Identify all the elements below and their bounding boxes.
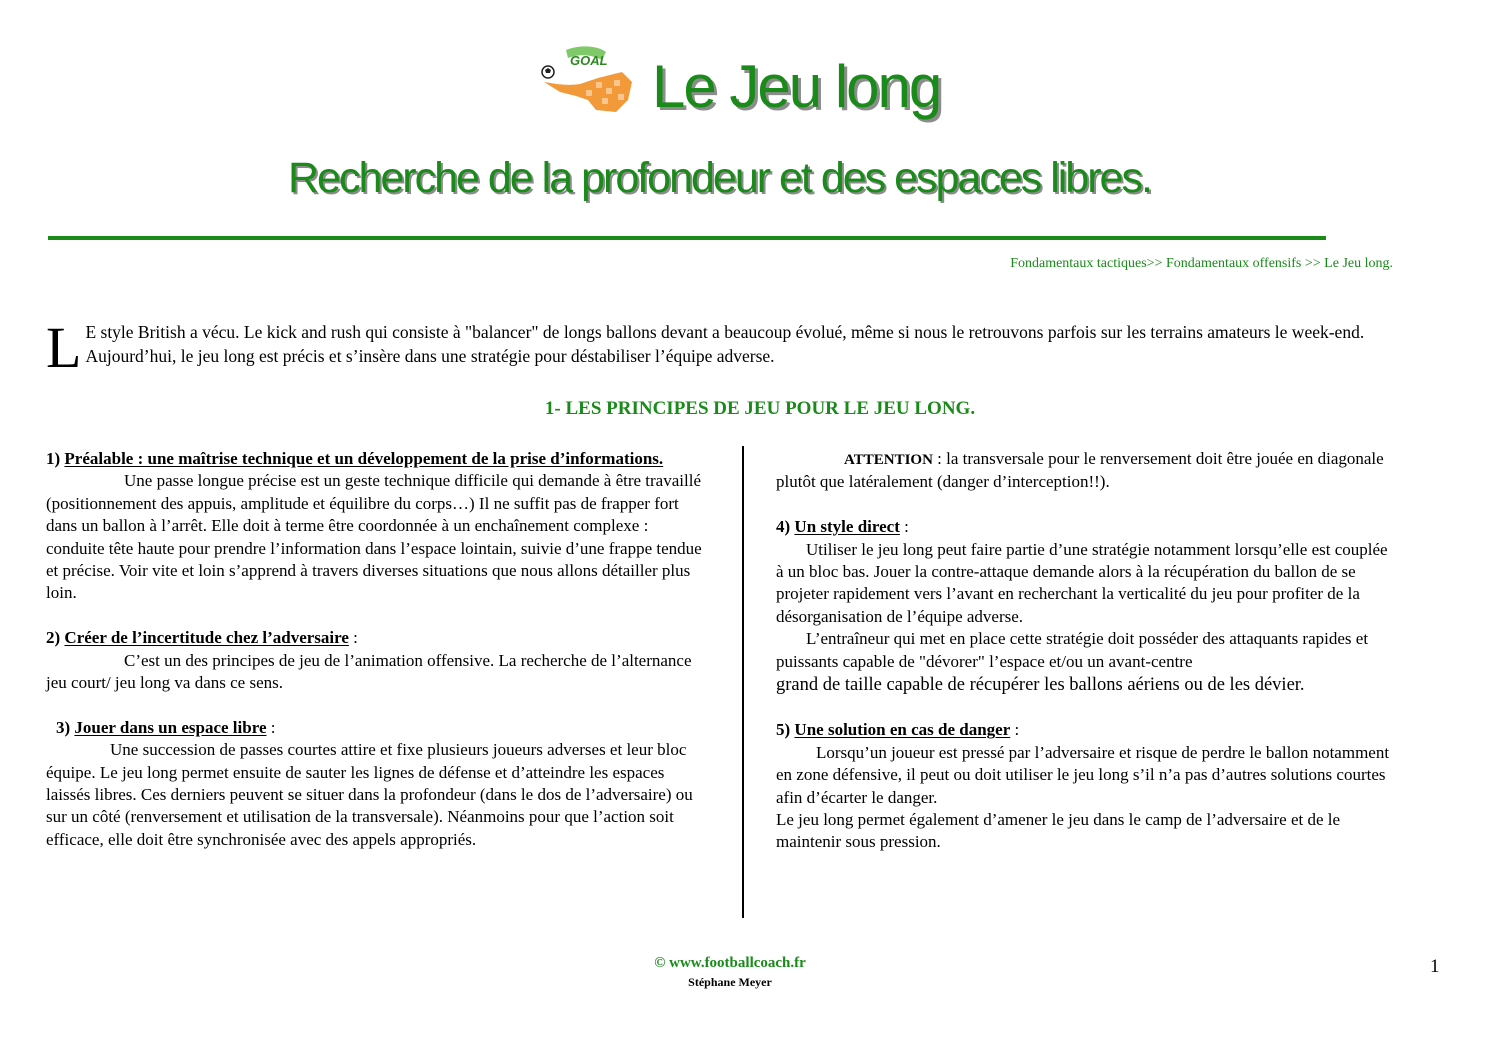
- dropcap-letter: L: [46, 315, 82, 380]
- principle-2-body: C’est un des principes de jeu de l’animation offensive. La recherche de l’alternance jeu court/ jeu long va dans ce sens.: [46, 650, 692, 693]
- principle-1-number: 1): [46, 449, 61, 468]
- principle-3-body: Une succession de passes courtes attire et fixe plusieurs joueurs adverses et leur bloc équipe. Le jeu long permet ensuite de sauter les lignes de défense et d’atteindre les espaces laissés libres. Ces derniers peuvent se situer dans la profondeur (dans le dos de l’adversaire) ou sur un côté (renversement et utilisation de la transversale). Néanmoins pour que l’action soit efficace, elle doit être synchronisée avec des appels appropriés.: [46, 740, 693, 849]
- right-column: [776, 448, 1396, 876]
- principle-4-colon: :: [899, 517, 909, 537]
- footer-website-link[interactable]: © www.footballcoach.fr: [654, 955, 806, 971]
- page-title: Le Jeu long: [652, 53, 941, 120]
- principle-5-colon: :: [1010, 720, 1020, 740]
- logo-text: GOAL: [570, 53, 608, 68]
- principle-3-colon: :: [266, 717, 276, 737]
- principle-4-number: 4): [776, 517, 791, 537]
- principle-3-heading: [46, 717, 706, 739]
- section-heading: 1- LES PRINCIPES DE JEU POUR LE JEU LONG.: [544, 398, 976, 419]
- column-divider: [742, 446, 744, 918]
- principle-5-number: 5): [776, 720, 791, 740]
- principle-2: [46, 627, 706, 694]
- left-column: [46, 448, 706, 874]
- goal-logo: [536, 42, 640, 116]
- principle-3-title: Jouer dans un espace libre: [74, 717, 267, 737]
- principle-3: [46, 717, 706, 851]
- principle-4-body-3: grand de taille capable de récupérer les ballons aériens ou de les dévier.: [776, 675, 1305, 696]
- attention-body: : la transversale pour le renversement doit être jouée en diagonale plutôt que latéralement (danger d’interception!!).: [776, 449, 1384, 492]
- attention-note: [776, 448, 1396, 494]
- principle-2-number: 2): [46, 628, 61, 648]
- principle-5-heading: [776, 719, 1396, 741]
- footer-author: Stéphane Meyer: [688, 975, 772, 989]
- attention-label: ATTENTION: [844, 452, 933, 468]
- principle-2-heading: [46, 627, 706, 649]
- principle-4-title: Un style direct: [794, 517, 900, 537]
- page-number: 1: [1430, 956, 1440, 977]
- principle-4-heading: [776, 516, 1396, 538]
- principle-1-body: Une passe longue précise est un geste technique difficile qui demande à être travaillé (positionnement des appuis, amplitude et équilibre du corps…) Il ne suffit pas de frapper fort dans un ballon à l’arrêt. Elle doit à terme être coordonnée à un enchaînement complexe : conduite tête haute pour prendre l’information dans l’espace lointain, suivie d’une frappe tendue et précise. Voir vite et loin s’apprend à travers diverses situations que nous allons détailler plus loin.: [46, 471, 702, 603]
- intro-paragraph: [46, 315, 1406, 380]
- principle-5-body-2: Le jeu long permet également d’amener le jeu dans le camp de l’adversaire et de le maintenir sous pression.: [776, 810, 1341, 852]
- principle-4: [776, 516, 1396, 697]
- breadcrumb: Fondamentaux tactiques>> Fondamentaux offensifs >> Le Jeu long.: [1010, 256, 1393, 271]
- principle-4-body-1: Utiliser le jeu long peut faire partie d’une stratégie notamment lorsqu’elle est couplée à un bloc bas. Jouer la contre-attaque demande alors à la récupération du ballon de se projeter rapidement vers l’avant en recherchant la verticalité du jeu pour profiter de la désorganisation de l’équipe adverse.: [776, 539, 1388, 626]
- principle-4-body-2: L’entraîneur qui met en place cette stratégie doit posséder des attaquants rapides et puissants capable de "dévorer" l’espace et/ou un avant-centre: [776, 629, 1369, 671]
- principle-1-heading: [46, 448, 706, 470]
- header-divider: [48, 236, 1326, 240]
- intro-text: E style British a vécu. Le kick and rush qui consiste à "balancer" de longs ballons devant a beaucoup évolué, même si nous le retrouvons parfois sur les terrains amateurs le week-end. Aujourd’hui, le jeu long est précis et s’insère dans une stratégie pour déstabiliser l’équipe adverse.: [85, 322, 1365, 366]
- principle-2-colon: :: [348, 628, 358, 648]
- page-subtitle: Recherche de la profondeur et des espaces libres.: [288, 154, 1151, 202]
- principle-3-number: 3): [56, 717, 71, 737]
- principle-5: [776, 719, 1396, 853]
- principle-5-body-1: Lorsqu’un joueur est pressé par l’adversaire et risque de perdre le ballon notamment en zone défensive, il peut ou doit utiliser le jeu long s’il n’a pas d’autres solutions courtes afin d’écarter le danger.: [776, 742, 1390, 807]
- principle-1: [46, 448, 706, 605]
- principle-1-title: Préalable : une maîtrise technique et un développement de la prise d’informations.: [64, 449, 664, 468]
- principle-5-title: Une solution en cas de danger: [794, 720, 1011, 740]
- principle-2-title: Créer de l’incertitude chez l’adversaire: [64, 628, 349, 648]
